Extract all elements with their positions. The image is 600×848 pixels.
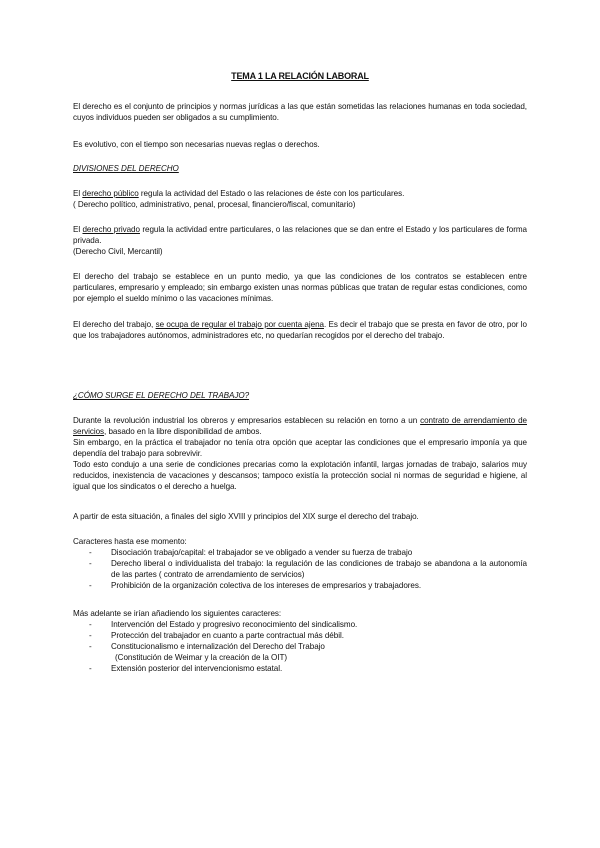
caracteres-section bbox=[73, 536, 527, 591]
caracteres-list bbox=[73, 547, 527, 591]
contrato-term: contrato de arrendamiento de servicios bbox=[73, 416, 527, 436]
list-item: - Disociación trabajo/capital: el trabajador se ve obligado a vender su fuerza de trabajo bbox=[73, 547, 527, 558]
publico-term: derecho público bbox=[82, 189, 139, 198]
evolutivo-paragraph bbox=[73, 139, 527, 150]
caracteres-heading: Caracteres hasta ese momento: bbox=[73, 537, 187, 546]
surge-paragraph bbox=[73, 511, 527, 522]
revolucion-line2: Sin embargo, en la práctica el trabajador no tenía otra opción que aceptar las condiciones que el empresario imponía ya que dependía del trabajo para sobrevivir. bbox=[73, 438, 527, 458]
list-item-subtext: (Constitución de Weimar y la creación de la OIT) bbox=[115, 653, 287, 662]
publico-pre: El bbox=[73, 189, 83, 198]
list-item: - Intervención del Estado y progresivo reconocimiento del sindicalismo. bbox=[73, 619, 527, 630]
posteriores-heading: Más adelante se irían añadiendo los siguientes caracteres: bbox=[73, 609, 282, 618]
posteriores-list bbox=[73, 619, 527, 674]
derecho-publico-text bbox=[73, 188, 527, 199]
cuenta-ajena-text bbox=[73, 319, 527, 341]
intro-text: El derecho es el conjunto de principios y normas jurídicas a las que están sometidas las relaciones humanas en toda sociedad, cuyos individuos pueden ser obligados a su cumplimiento. bbox=[73, 102, 527, 122]
revolucion-paragraph bbox=[73, 415, 527, 492]
revolucion-rest: , basado en la libre disponibilidad de ambos. bbox=[104, 427, 262, 436]
derecho-privado-paragraph bbox=[73, 224, 527, 257]
divisiones-heading bbox=[73, 163, 527, 174]
surge-heading-text: ¿CÓMO SURGE EL DERECHO DEL TRABAJO? bbox=[73, 391, 250, 400]
list-item-text: Constitucionalismo e internalización del Derecho del Trabajo bbox=[111, 642, 325, 651]
list-item bbox=[73, 641, 527, 663]
derecho-publico-paragraph bbox=[73, 188, 527, 210]
privado-pre: El bbox=[73, 225, 83, 234]
privado-term: derecho privado bbox=[82, 225, 140, 234]
list-item: - Extensión posterior del intervencionismo estatal. bbox=[73, 663, 527, 674]
cuenta-ajena-pre: El derecho del trabajo, bbox=[73, 320, 156, 329]
list-item: - Derecho liberal o individualista del trabajo: la regulación de las condiciones de trabajo se abandona a la autonomía de las partes ( contrato de arrendamiento de servicios) bbox=[73, 558, 527, 580]
divisiones-heading-text: DIVISIONES DEL DERECHO bbox=[73, 164, 179, 173]
derecho-trabajo-text: El derecho del trabajo se establece en un punto medio, ya que las condiciones de los contratos se establecen entre particulares, empresario y empleado; sin embargo existen unas normas públicas que tratan de regular estas condiciones, como por ejemplo el sueldo mínimo o las vacaciones mínimas. bbox=[73, 272, 527, 303]
surge-text: A partir de esta situación, a finales del siglo XVIII y principios del XIX surge el derecho del trabajo. bbox=[73, 512, 419, 521]
document-title: TEMA 1 LA RELACIÓN LABORAL bbox=[231, 71, 369, 81]
derecho-privado-text bbox=[73, 224, 527, 246]
evolutivo-text: Es evolutivo, con el tiempo son necesarias nuevas reglas o derechos. bbox=[73, 140, 320, 149]
revolucion-line3: Todo esto condujo a una serie de condiciones precarias como la explotación infantil, largas jornadas de trabajo, salarios muy reducidos, inexistencia de vacaciones y descansos; tampoco existía la protección social ni normas de seguridad e higiene, al igual que los sindicatos o el derecho a huelga. bbox=[73, 460, 527, 491]
derecho-trabajo-paragraph bbox=[73, 271, 527, 304]
publico-rest: regula la actividad del Estado o las relaciones de éste con los particulares. bbox=[138, 189, 405, 198]
privado-rest: regula la actividad entre particulares, o las relaciones que se dan entre el Estado y los particulares de forma privada. bbox=[73, 225, 527, 245]
revolucion-pre: Durante la revolución industrial los obreros y empresarios establecen su relación en torno a un bbox=[73, 416, 421, 425]
surge-heading bbox=[73, 390, 527, 401]
revolucion-line1 bbox=[73, 415, 527, 437]
cuenta-ajena-paragraph bbox=[73, 319, 527, 341]
intro-paragraph bbox=[73, 101, 527, 123]
list-item: - Protección del trabajador en cuanto a parte contractual más débil. bbox=[73, 630, 527, 641]
derecho-privado-examples: (Derecho Civil, Mercantil) bbox=[73, 247, 163, 256]
cuenta-ajena-rest: . Es decir el trabajo que se presta en favor de otro, por lo que los trabajadores autónomos, administradores etc, no quedarían recogidos por el derecho del trabajo. bbox=[73, 320, 527, 340]
cuenta-ajena-term: se ocupa de regular el trabajo por cuenta ajena bbox=[155, 320, 324, 329]
posteriores-section bbox=[73, 608, 527, 674]
derecho-publico-examples: ( Derecho político, administrativo, penal, procesal, financiero/fiscal, comunitario) bbox=[73, 200, 356, 209]
list-item: - Prohibición de la organización colectiva de los intereses de empresarios y trabajadores. bbox=[73, 580, 527, 591]
